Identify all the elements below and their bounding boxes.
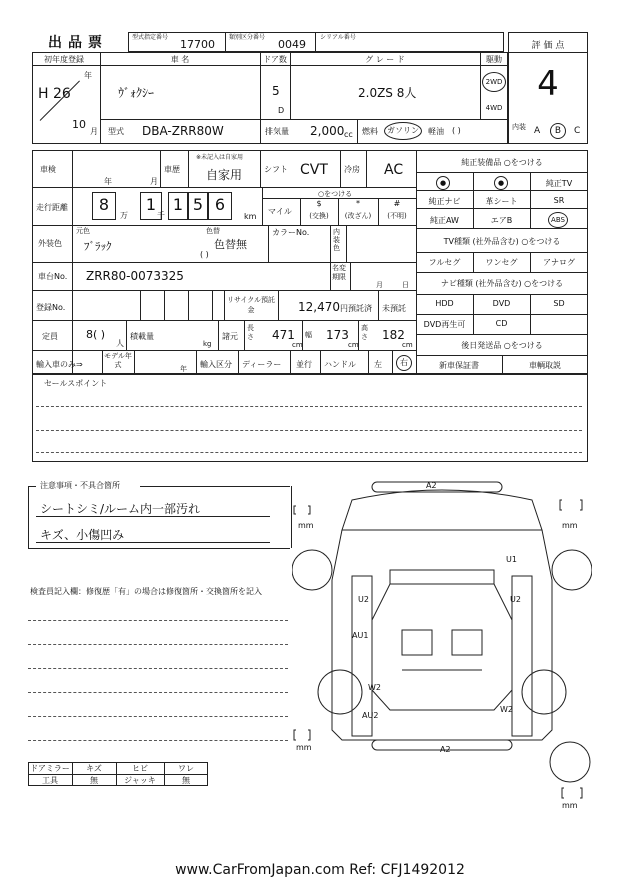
color-change: 色替無	[214, 238, 247, 251]
car-name-label: 車 名	[170, 55, 190, 64]
grade-value: 2.0ZS 8人	[358, 86, 417, 100]
width: 173	[326, 328, 349, 342]
first-reg-year: H 26	[38, 86, 71, 102]
sales-point-label: セールスポイント	[44, 379, 108, 388]
svg-text:mm: mm	[562, 521, 578, 530]
mileage-digit-2: 1	[145, 195, 157, 214]
note-line-1: シートシミ/ルーム内一部汚れ	[40, 502, 201, 516]
first-reg-label: 初年度登録	[44, 55, 84, 64]
mark-rear-bumper: A2	[440, 745, 451, 754]
mark-front-bumper: A2	[426, 481, 437, 490]
serial-label: シリアル番号	[320, 34, 356, 41]
mark-left-door: U2	[358, 595, 369, 604]
class-no: 0049	[278, 38, 306, 51]
mark-right-rear: W2	[500, 705, 513, 714]
class-no-label: 類別区分番号	[229, 34, 266, 41]
mark-right-door: U2	[510, 595, 521, 604]
mark-left-mid: AU1	[352, 631, 369, 640]
svg-text:mm: mm	[298, 521, 314, 530]
length: 471	[272, 328, 295, 342]
abs-circled: ABS	[548, 212, 568, 228]
mark-front-right: U1	[506, 555, 517, 564]
doors-value: 5	[272, 84, 280, 98]
note-line-2: キズ、小傷凹み	[40, 528, 125, 542]
grade-label: グ レ ー ド	[365, 55, 405, 64]
car-damage-diagram	[292, 470, 592, 810]
fuel-gasoline: ガソリン	[384, 122, 422, 140]
drive-2wd: 2WD	[482, 72, 506, 92]
drive-4wd: 4WD	[485, 104, 503, 112]
rating-label: 評 価 点	[531, 41, 565, 51]
notes-label: 注意事項・不具合箇所	[40, 481, 120, 490]
equipment-title: 純正装備品 ○をつける	[461, 158, 543, 167]
interior-b: B	[550, 123, 566, 139]
rating-value: 4	[537, 64, 559, 104]
svg-text:mm: mm	[562, 801, 578, 810]
type-no-label: 型式指定番号	[132, 34, 169, 41]
original-color: ﾌﾞﾗｯｸ	[84, 240, 112, 253]
car-name: ｳﾞｫｸｼｰ	[118, 86, 155, 100]
inspector-label: 検査員記入欄：修復歴「有」の場合は修復箇所・交換箇所を記入	[30, 587, 262, 596]
vin-value: ZRR80-0073325	[86, 269, 184, 283]
displacement: 2,000	[310, 124, 345, 138]
mileage-digit-3: 1	[172, 195, 184, 214]
history-value: 自家用	[206, 168, 243, 182]
recycle-fee: 12,470	[298, 300, 340, 314]
svg-text:mm: mm	[296, 743, 312, 752]
sales-point-box	[32, 374, 588, 462]
first-reg-month: 10	[72, 118, 86, 131]
type-no: 17700	[180, 38, 215, 51]
shift-value: CVT	[300, 162, 328, 178]
handle-right: 右	[396, 355, 412, 371]
aircon-value: AC	[384, 162, 404, 178]
mark-left-rear: W2	[368, 683, 381, 692]
sheet-title: 出品票	[48, 35, 108, 51]
mileage-digit-1: 8	[98, 195, 110, 214]
footer-ref: www.CarFromJapan.com Ref: CFJ1492012	[175, 862, 465, 878]
mileage-digit-4: 5	[192, 195, 204, 214]
capacity: 8( )	[86, 328, 106, 341]
model-code: DBA-ZRR80W	[142, 124, 224, 138]
mark-rear-left: AU2	[362, 711, 379, 720]
mileage-digit-5: 6	[214, 195, 226, 214]
height: 182	[382, 328, 405, 342]
